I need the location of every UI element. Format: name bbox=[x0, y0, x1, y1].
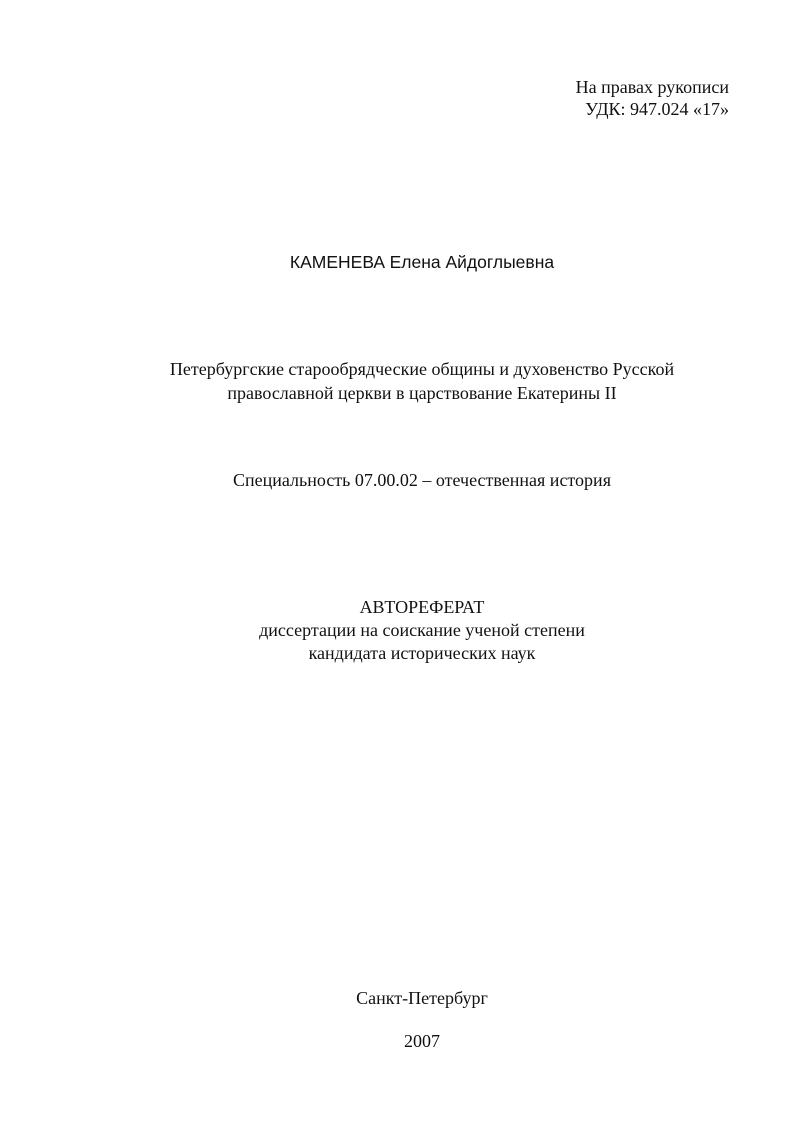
title-line-1: Петербургские старообрядческие общины и духовенство Русской bbox=[169, 359, 675, 379]
author-surname: КАМЕНЕВА bbox=[289, 252, 386, 272]
abstract-line-1: диссертации на соискание ученой степени bbox=[259, 620, 585, 640]
rights-note: На правах рукописи bbox=[575, 77, 729, 97]
manuscript-header bbox=[576, 76, 729, 120]
author-line bbox=[0, 250, 800, 274]
abstract-block bbox=[0, 596, 800, 665]
abstract-line-2: кандидата исторических наук bbox=[308, 643, 536, 663]
title-line-2: православной церкви в царствование Екатерины II bbox=[227, 383, 617, 403]
udc-code: УДК: 947.024 «17» bbox=[585, 99, 729, 119]
publication-year: 2007 bbox=[404, 1031, 440, 1051]
dissertation-title bbox=[0, 357, 800, 405]
author-given-names: Елена Айдоглыевна bbox=[389, 252, 555, 272]
specialty-line: Специальность 07.00.02 – отечественная история bbox=[233, 470, 611, 490]
publication-city: Санкт-Петербург bbox=[356, 988, 488, 1008]
abstract-heading: АВТОРЕФЕРАТ bbox=[359, 597, 485, 617]
